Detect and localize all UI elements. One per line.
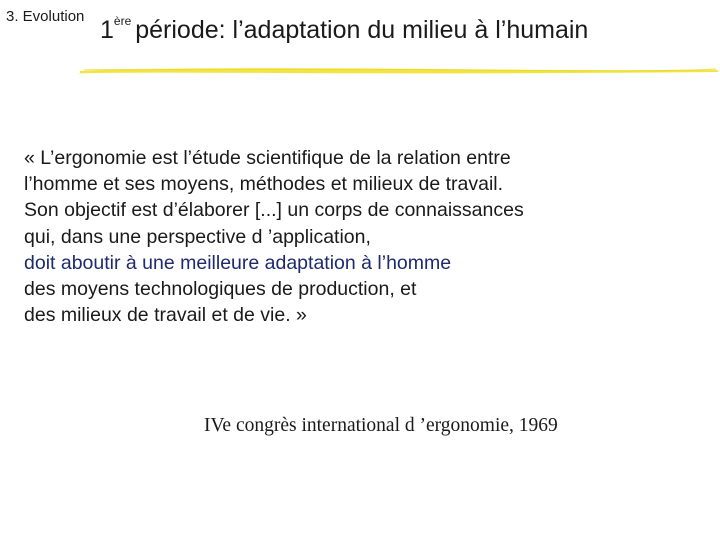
title-ordinal: 1 xyxy=(100,16,114,44)
quote-line: l’homme et ses moyens, méthodes et milieux de travail. xyxy=(24,173,504,196)
slide-title xyxy=(100,16,588,45)
quote-line-highlighted: doit aboutir à une meilleure adaptation à l’homme xyxy=(24,251,452,274)
title-highlight-stroke xyxy=(78,64,720,76)
title-superscript: ère xyxy=(113,14,132,28)
quote-line: des moyens technologiques de production, et xyxy=(24,278,417,301)
citation: IVe congrès international d ’ergonomie, 1969 xyxy=(204,415,558,436)
section-label: 3. Evolution xyxy=(6,8,85,25)
quote-line: des milieux de travail et de vie. » xyxy=(24,304,307,327)
quote-line: qui, dans une perspective d ’application, xyxy=(24,225,371,248)
quote-block xyxy=(24,145,664,328)
title-text: période: l’adaptation du milieu à l’humain xyxy=(135,16,589,44)
quote-line: « L’ergonomie est l’étude scientifique de la relation entre xyxy=(24,147,511,169)
quote-line: Son objectif est d’élaborer [...] un corps de connaissances xyxy=(24,199,524,222)
